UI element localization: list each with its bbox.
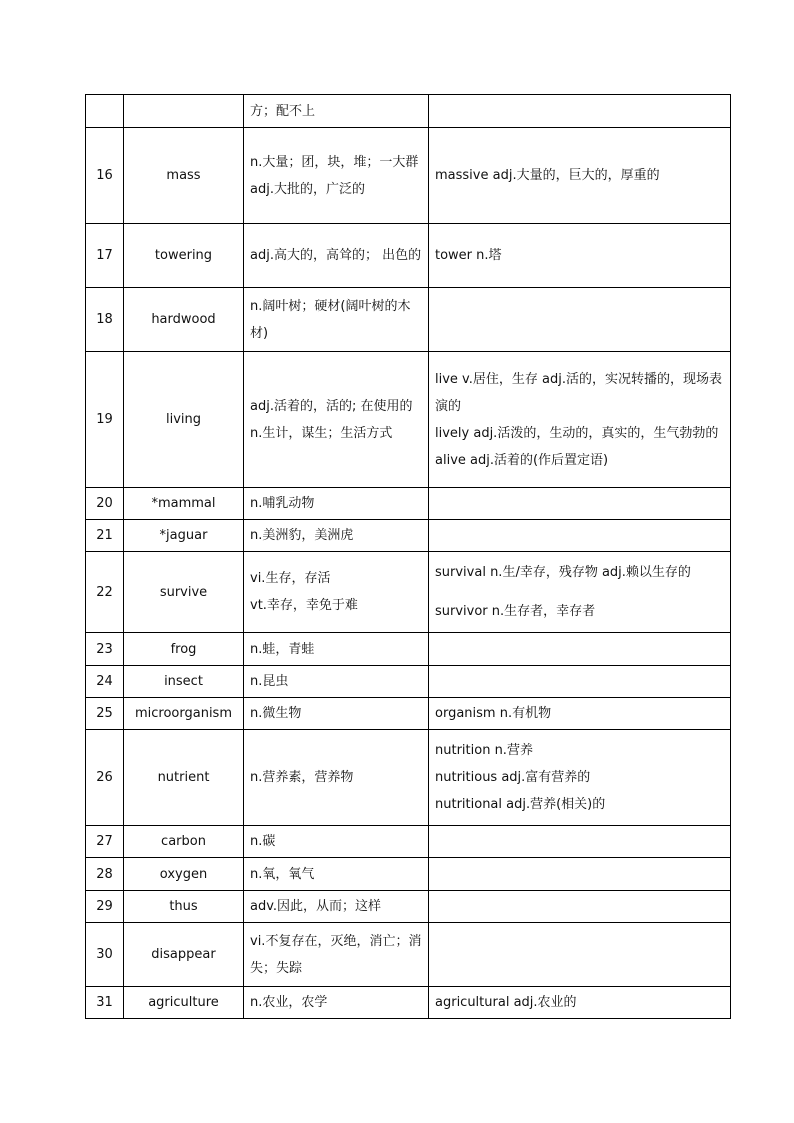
word-cell: agriculture xyxy=(124,987,244,1019)
derivative-cell xyxy=(429,730,731,826)
row-number: 23 xyxy=(86,633,124,666)
derivative-line: nutritious adj.富有营养的 xyxy=(435,770,591,785)
meaning-line: n.昆虫 xyxy=(250,674,289,689)
meaning-line: n.大量；团，块，堆；一大群 xyxy=(250,154,419,170)
row-number xyxy=(86,95,124,128)
word-cell: survive xyxy=(124,552,244,633)
table-row xyxy=(86,352,731,488)
row-number: 17 xyxy=(86,224,124,288)
derivative-line: lively adj.活泼的，生动的，真实的，生气勃勃的 xyxy=(435,425,719,441)
word-cell: living xyxy=(124,352,244,488)
derivative-cell xyxy=(429,520,731,552)
derivative-cell xyxy=(429,552,731,633)
derivative-cell xyxy=(429,666,731,698)
word-cell: insect xyxy=(124,666,244,698)
meaning-cell xyxy=(244,826,429,858)
meaning-cell xyxy=(244,128,429,224)
word-cell: mass xyxy=(124,128,244,224)
derivative-line: alive adj.活着的(作后置定语) xyxy=(435,452,609,468)
derivative-cell xyxy=(429,858,731,891)
word-cell: towering xyxy=(124,224,244,288)
derivative-line: survival n.生/幸存，残存物 adj.赖以生存的 xyxy=(435,565,691,580)
table-row xyxy=(86,923,731,987)
table-row xyxy=(86,128,731,224)
row-number: 25 xyxy=(86,698,124,730)
derivative-cell xyxy=(429,488,731,520)
meaning-cell xyxy=(244,288,429,352)
meaning-cell xyxy=(244,520,429,552)
table-row xyxy=(86,858,731,891)
meaning-line: n.微生物 xyxy=(250,706,302,721)
meaning-cell xyxy=(244,698,429,730)
row-number: 18 xyxy=(86,288,124,352)
table-row xyxy=(86,633,731,666)
derivative-cell xyxy=(429,128,731,224)
derivative-line: agricultural adj.农业的 xyxy=(435,995,577,1010)
meaning-cell xyxy=(244,224,429,288)
meaning-line: n.哺乳动物 xyxy=(250,496,315,511)
derivative-line: live v.居住，生存 adj.活的，实况转播的，现场表演的 xyxy=(435,371,722,414)
derivative-line: nutritional adj.营养(相关)的 xyxy=(435,797,606,812)
meaning-line: adj.高大的，高耸的； 出色的 xyxy=(250,248,422,263)
derivative-cell xyxy=(429,826,731,858)
word-cell: *mammal xyxy=(124,488,244,520)
row-number: 22 xyxy=(86,552,124,633)
derivative-cell xyxy=(429,352,731,488)
derivative-line: survivor n.生存者，幸存者 xyxy=(435,604,596,619)
meaning-line: n.阔叶树；硬材(阔叶树的木材) xyxy=(250,298,411,341)
table-row xyxy=(86,224,731,288)
meaning-line: n.碳 xyxy=(250,834,276,849)
table-row xyxy=(86,891,731,923)
meaning-cell xyxy=(244,730,429,826)
word-cell: disappear xyxy=(124,923,244,987)
table-row xyxy=(86,666,731,698)
row-number: 19 xyxy=(86,352,124,488)
row-number: 29 xyxy=(86,891,124,923)
word-cell: microorganism xyxy=(124,698,244,730)
table-row xyxy=(86,730,731,826)
row-number: 27 xyxy=(86,826,124,858)
meaning-cell xyxy=(244,891,429,923)
table-row xyxy=(86,826,731,858)
meaning-cell xyxy=(244,666,429,698)
word-cell: carbon xyxy=(124,826,244,858)
word-cell: frog xyxy=(124,633,244,666)
vocabulary-table-body xyxy=(86,95,731,1019)
row-number: 31 xyxy=(86,987,124,1019)
row-number: 30 xyxy=(86,923,124,987)
meaning-line: vi.不复存在，灭绝，消亡；消失；失踪 xyxy=(250,933,422,976)
meaning-line: n.生计，谋生；生活方式 xyxy=(250,425,393,441)
table-row xyxy=(86,288,731,352)
table-row xyxy=(86,698,731,730)
derivative-line: tower n.塔 xyxy=(435,248,502,263)
meaning-line: adj.活着的，活的; 在使用的 xyxy=(250,398,413,414)
meaning-line: n.氧，氧气 xyxy=(250,866,315,882)
table-row xyxy=(86,987,731,1019)
derivative-cell xyxy=(429,224,731,288)
row-number: 16 xyxy=(86,128,124,224)
table-row xyxy=(86,95,731,128)
meaning-cell xyxy=(244,858,429,891)
meaning-line: n.营养素，营养物 xyxy=(250,770,354,785)
meaning-line: n.美洲豹，美洲虎 xyxy=(250,528,354,543)
derivative-cell xyxy=(429,633,731,666)
row-number: 21 xyxy=(86,520,124,552)
meaning-line: vi.生存，存活 xyxy=(250,571,331,586)
meaning-cell xyxy=(244,552,429,633)
meaning-cell xyxy=(244,987,429,1019)
row-number: 26 xyxy=(86,730,124,826)
row-number: 24 xyxy=(86,666,124,698)
meaning-line: adv.因此，从而；这样 xyxy=(250,899,382,914)
meaning-cell xyxy=(244,95,429,128)
meaning-line: n.农业，农学 xyxy=(250,995,328,1010)
derivative-cell xyxy=(429,987,731,1019)
derivative-line: massive adj.大量的，巨大的，厚重的 xyxy=(435,168,660,183)
vocabulary-table xyxy=(85,94,731,1019)
derivative-cell xyxy=(429,698,731,730)
meaning-cell xyxy=(244,488,429,520)
meaning-cell xyxy=(244,923,429,987)
word-cell: thus xyxy=(124,891,244,923)
row-number: 20 xyxy=(86,488,124,520)
meaning-line: n.蛙，青蛙 xyxy=(250,641,315,657)
word-cell: hardwood xyxy=(124,288,244,352)
table-row xyxy=(86,520,731,552)
derivative-line: organism n.有机物 xyxy=(435,706,552,721)
word-cell: nutrient xyxy=(124,730,244,826)
meaning-line: 方；配不上 xyxy=(250,103,316,119)
meaning-line: adj.大批的，广泛的 xyxy=(250,181,365,197)
row-number: 28 xyxy=(86,858,124,891)
word-cell: *jaguar xyxy=(124,520,244,552)
derivative-cell xyxy=(429,891,731,923)
word-cell: oxygen xyxy=(124,858,244,891)
table-row xyxy=(86,552,731,633)
meaning-cell xyxy=(244,633,429,666)
meaning-cell xyxy=(244,352,429,488)
derivative-line: nutrition n.营养 xyxy=(435,743,533,758)
derivative-cell xyxy=(429,95,731,128)
derivative-cell xyxy=(429,288,731,352)
word-cell xyxy=(124,95,244,128)
meaning-line: vt.幸存，幸免于难 xyxy=(250,598,358,613)
table-row xyxy=(86,488,731,520)
derivative-cell xyxy=(429,923,731,987)
